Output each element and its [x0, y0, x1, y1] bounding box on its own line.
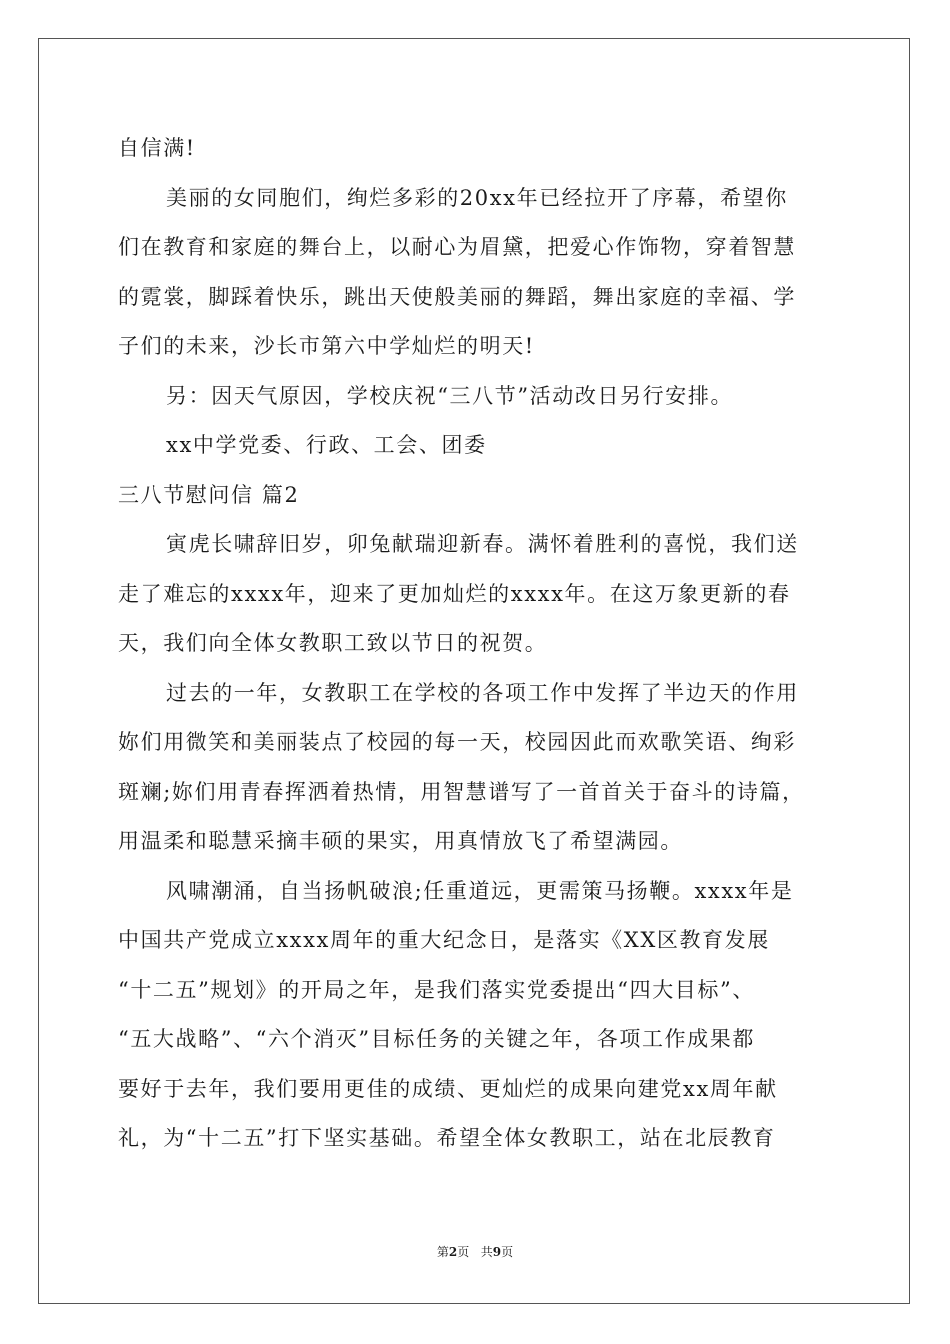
text-line: 妳们用微笑和美丽装点了校园的每一天，校园因此而欢歌笑语、绚彩: [118, 730, 796, 754]
text-line: “十二五”规划》的开局之年，是我们落实党委提出“四大目标”、: [118, 977, 755, 1002]
text-line: 美丽的女同胞们，绚烂多彩的20xx年已经拉开了序幕，希望你: [166, 185, 788, 210]
text-line: 礼，为“十二五”打下坚实基础。希望全体女教职工，站在北辰教育: [118, 1126, 776, 1150]
text-line: “五大战略”、“六个消灭”目标任务的关键之年，各项工作成果都: [118, 1027, 755, 1051]
text-line: 斑斓;妳们用青春挥洒着热情，用智慧谱写了一首首关于奋斗的诗篇，: [118, 779, 805, 804]
page-footer: [0, 1244, 950, 1260]
total-pages-number: 9: [492, 1245, 502, 1259]
text-line: 三八节慰问信 篇2: [118, 482, 300, 507]
text-line: 自信满!: [118, 136, 196, 160]
text-line: 的霓裳，脚踩着快乐，跳出天使般美丽的舞蹈，舞出家庭的幸福、学: [118, 284, 796, 309]
current-page-number: 2: [448, 1245, 458, 1259]
text-line: 风啸潮涌，自当扬帆破浪;任重道远，更需策马扬鞭。xxxx年是: [166, 878, 794, 903]
text-line: 们在教育和家庭的舞台上，以耐心为眉黛，把爱心作饰物，穿着智慧: [118, 235, 796, 259]
footer-prefix: 第: [436, 1245, 449, 1259]
footer-total-suffix: 页: [501, 1245, 514, 1259]
text-line: 子们的未来，沙长市第六中学灿烂的明天!: [118, 334, 535, 358]
text-line: 寅虎长啸辞旧岁，卯兔献瑞迎新春。满怀着胜利的喜悦，我们送: [166, 532, 799, 556]
text-line: 过去的一年，女教职工在学校的各项工作中发挥了半边天的作用: [166, 680, 799, 705]
text-line: xx中学党委、行政、工会、团委: [166, 433, 487, 457]
text-line: 用温柔和聪慧采摘丰硕的果实，用真情放飞了希望满园。: [118, 829, 683, 853]
text-line: 要好于去年，我们要用更佳的成绩、更灿烂的成果向建党xx周年献: [118, 1076, 778, 1101]
text-line: 走了难忘的xxxx年，迎来了更加灿烂的xxxx年。在这万象更新的春: [118, 581, 791, 606]
footer-page-suffix: 页: [457, 1245, 470, 1259]
document-body: [118, 128, 838, 1168]
text-line: 天，我们向全体女教职工致以节日的祝贺。: [118, 631, 548, 655]
text-line: 另：因天气原因，学校庆祝“三八节”活动改日另行安排。: [166, 383, 734, 408]
footer-total-prefix: 共: [480, 1245, 493, 1259]
text-line: 中国共产党成立xxxx周年的重大纪念日，是落实《XX区教育发展: [118, 928, 770, 952]
